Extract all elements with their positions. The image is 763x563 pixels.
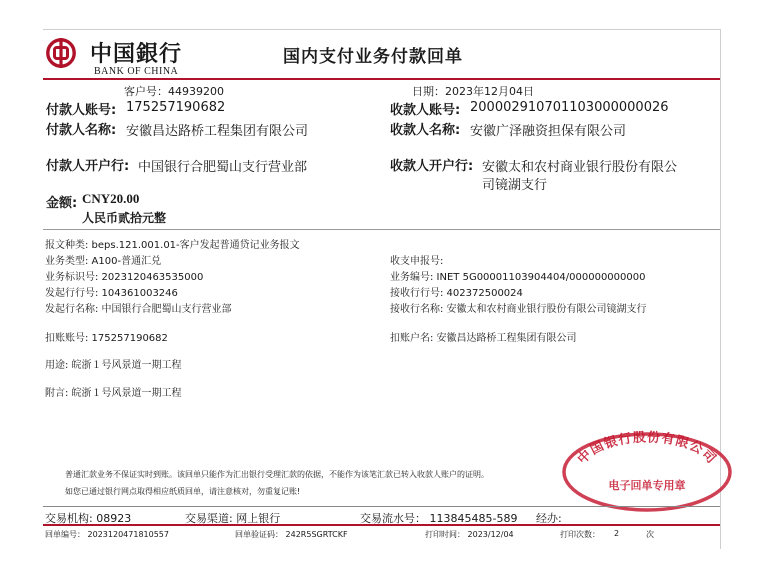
bank-name-en: BANK OF CHINA xyxy=(94,66,179,77)
print-time: 打印时间： 2023/12/04 xyxy=(425,530,514,539)
divider-amount xyxy=(43,229,720,230)
payer-name: 安徽昌达路桥工程集团有限公司 xyxy=(126,124,309,139)
payer-bank: 中国银行合肥蜀山支行营业部 xyxy=(138,160,308,175)
bank-logo xyxy=(46,38,76,68)
official-seal xyxy=(561,430,733,514)
footer-rule-red xyxy=(43,524,720,526)
bank-name-cn: 中国銀行 xyxy=(90,41,183,66)
official-seal-stamp-icon xyxy=(561,430,733,514)
detail-sending-bank-name: 发起行名称: 中国银行合肥蜀山支行营业部 xyxy=(45,304,232,315)
print-count-label: 打印次数： xyxy=(560,530,600,539)
trade-serial-number: 交易流水号： 113845485-589 xyxy=(360,512,518,525)
debit-account: 扣账账号: 175257190682 xyxy=(45,333,168,344)
payee-bank-line2: 司镜湖支行 xyxy=(482,178,548,193)
notice-line-1: 普通汇款业务不保证实时到账。该回单只能作为汇出银行受理汇款的依据，不能作为该笔汇款已转入收款人账户的证明。 xyxy=(65,470,489,479)
seal-arc-text: 中国银行股份有限公司 xyxy=(575,430,719,468)
receipt-number: 回单编号： 2023120471810557 xyxy=(45,530,169,539)
payer-account-label: 付款人账号: xyxy=(46,103,117,118)
footer-rule-gray xyxy=(43,506,720,507)
payer-account: 175257190682 xyxy=(126,100,226,115)
document-date: 日期：2023年12月04日 xyxy=(412,85,534,98)
handler-label: 经办: xyxy=(536,512,562,525)
bank-of-china-logo-icon xyxy=(46,38,76,68)
amount-in-words: 人民币贰拾元整 xyxy=(82,211,167,225)
payer-name-label: 付款人名称: xyxy=(46,123,117,138)
detail-receiving-bank-name: 接收行名称: 安徽太和农村商业银行股份有限公司镜湖支行 xyxy=(390,304,647,315)
detail-business-no: 业务编号: INET 5G00001103904404/000000000000 xyxy=(390,272,646,283)
payee-account-label: 收款人账号: xyxy=(390,103,461,118)
seal-center-text: 电子回单专用章 xyxy=(608,479,686,492)
payee-account: 200002910701103000000026 xyxy=(470,100,669,115)
trade-organization: 交易机构: 08923 xyxy=(45,512,132,525)
debit-account-name: 扣账户名: 安徽昌达路桥工程集团有限公司 xyxy=(390,333,577,344)
detail-message-type: 报文种类: beps.121.001.01-客户发起普通贷记业务报文 xyxy=(45,240,300,251)
trade-channel: 交易渠道: 网上银行 xyxy=(185,512,281,525)
payee-name-label: 收款人名称: xyxy=(390,123,461,138)
top-border-line xyxy=(43,29,720,30)
purpose: 用途: 皖浙１号风景道一期工程 xyxy=(45,360,182,371)
postscript: 附言: 皖浙１号风景道一期工程 xyxy=(45,388,182,399)
detail-business-type: 业务类型: A100-普通汇兑 xyxy=(45,256,162,267)
detail-receiving-bank-no: 接收行行号: 402372500024 xyxy=(390,288,523,299)
detail-sending-bank-no: 发起行行号: 104361003246 xyxy=(45,288,178,299)
header-rule-red xyxy=(43,78,720,80)
print-count-unit: 次 xyxy=(646,530,654,539)
payee-name: 安徽广泽融资担保有限公司 xyxy=(470,124,627,139)
verification-code: 回单验证码： 242R5SGRTCKF xyxy=(235,530,348,539)
detail-declaration-no: 收支申报号: xyxy=(390,256,444,267)
print-count: 2 xyxy=(614,529,620,538)
customer-number: 客户号：44939200 xyxy=(124,85,224,98)
payer-bank-label: 付款人开户行: xyxy=(46,159,130,174)
amount-label: 金额: xyxy=(46,196,78,211)
amount-value: CNY20.00 xyxy=(82,191,140,206)
detail-business-id: 业务标识号: 2023120463535000 xyxy=(45,272,204,283)
payee-bank-line1: 安徽太和农村商业银行股份有限公 xyxy=(482,160,678,175)
document-title: 国内支付业务付款回单 xyxy=(283,47,463,67)
payee-bank-label: 收款人开户行: xyxy=(390,159,474,174)
notice-line-2: 如您已通过银行网点取得相应纸质回单，请注意核对，勿重复记账! xyxy=(65,487,301,496)
